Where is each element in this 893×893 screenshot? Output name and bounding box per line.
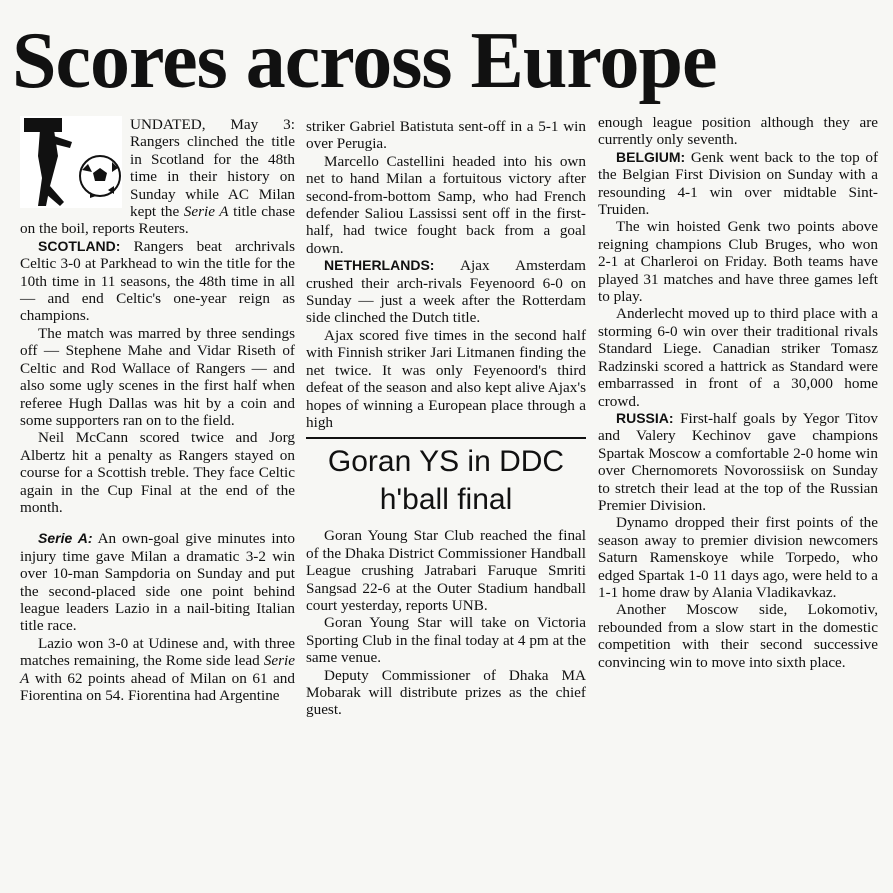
column-2 [306, 118, 586, 719]
article-lead: UNDATED, May 3: Rangers clinched the title in Scotland for the 48th time in their history on Sunday while AC Milan kept the Serie A title chase on the boil, reports Reuters. [20, 116, 295, 238]
paragraph: The win hoisted Genk two points above reigning champions Club Bruges, who won 2-1 at Charleroi on Friday. Both teams have played 31 matches and have three games left to play. [598, 218, 878, 306]
section-label-scotland: SCOTLAND: [38, 237, 121, 254]
belgium-paragraph: BELGIUM: Genk went back to the top of the Belgian First Division on Sunday with a resounding 4-1 win over midtable Sint-Truiden. [598, 148, 878, 219]
sub-headline: Goran YS in DDC h'ball final [306, 437, 586, 519]
section-label-belgium: BELGIUM: [616, 148, 686, 165]
paragraph: Dynamo dropped their first points of the season away to premier division newcomers Saturn Ramenskoye while Torpedo, who edged Spartak 1-0 11 days ago, were held to a 1-1 home draw by Alania Vladikavkaz. [598, 514, 878, 601]
paragraph: Marcello Castellini headed into his own net to hand Milan a fortuitous victory after second-from-bottom Samp, who had French defender Saliou Lassissi sent off in the first-half, had twice fought back from a goal down. [306, 152, 586, 257]
paragraph: enough league position although they are currently only seventh. [598, 114, 878, 149]
section-label-russia: RUSSIA: [616, 409, 674, 426]
headline: Scores across Europe [12, 17, 717, 105]
paragraph: Deputy Commissioner of Dhaka MA Mobarak will distribute prizes as the chief guest. [306, 666, 586, 719]
section-label-netherlands: NETHERLANDS: [324, 257, 435, 274]
paragraph: The match was marred by three sendings off — Stephene Mahe and Vidar Riseth of Celtic and Rod Wallace of Rangers — and also some ugly scenes in the first half when referee Hugh Dallas was hit by a coin and some supporters ran on to the field. [20, 324, 295, 429]
paragraph: striker Gabriel Batistuta sent-off in a 5-1 win over Perugia. [306, 118, 586, 153]
paragraph: Ajax scored five times in the second half with Finnish striker Jari Litmanen finding the net twice. It was only Feyenoord's third defeat of the season and also kept alive Ajax's hopes of winning a European place through a high [306, 326, 586, 431]
column-3 [598, 114, 878, 671]
russia-paragraph: RUSSIA: First-half goals by Yegor Titov and Valery Kechinov gave champions Spartak Moscow a comfortable 2-0 home win over Chernomorets Novorossiisk on Sunday to stretch their lead at the top of the Russian Premier Division. [598, 409, 879, 514]
paragraph: Anderlecht moved up to third place with a storming 6-0 win over their traditional rivals Standard Liege. Canadian striker Tomasz Radzinski scored a hattrick as Standard were embarrassed in front of a 30,000 home crowd. [598, 305, 878, 410]
column-1 [20, 116, 295, 704]
football-player-photo [20, 116, 122, 208]
paragraph: Another Moscow side, Lokomotiv, rebounded from a slow start in the domestic competition with their second successive convincing win to move into sixth place. [598, 601, 878, 671]
paragraph: Lazio won 3-0 at Udinese and, with three matches remaining, the Rome side lead Serie A with 62 points ahead of Milan on 61 and Fiorentina on 54. Fiorentina had Argentine [20, 634, 295, 704]
scotland-paragraph: SCOTLAND: Rangers beat archrivals Celtic 3-0 at Parkhead to win the title for the 10th time in 11 seasons, the 48th time in all — and end Celtic's one-year reign as champions. [20, 237, 296, 325]
paragraph: Neil McCann scored twice and Jorg Albertz hit a penalty as Rangers stayed on course for a Scottish treble. They face Celtic again in the Cup Final at the end of the month. [20, 429, 295, 516]
paragraph: Goran Young Star will take on Victoria Sporting Club in the final today at 4 pm at the same venue. [306, 614, 586, 667]
netherlands-paragraph: NETHERLANDS: Ajax Amsterdam crushed their arch-rivals Feyenoord 6-0 on Sunday — just a week after the Rotterdam side clinched the Dutch title. [306, 257, 586, 327]
serie-a-paragraph: Serie A: An own-goal give minutes into injury time gave Milan a dramatic 3-2 win over 10-man Sampdoria on Sunday and put the second-placed side one point behind league leaders Lazio in a nail-biting Italian title race. [20, 530, 295, 635]
section-label-serie-a: Serie A: [38, 530, 93, 547]
paragraph: Goran Young Star Club reached the final of the Dhaka District Commissioner Handball League crushing Jatrabari Faruque Smriti Sangsad 22-6 at the Outer Stadium handball court yesterday, reports UNB. [306, 527, 586, 614]
